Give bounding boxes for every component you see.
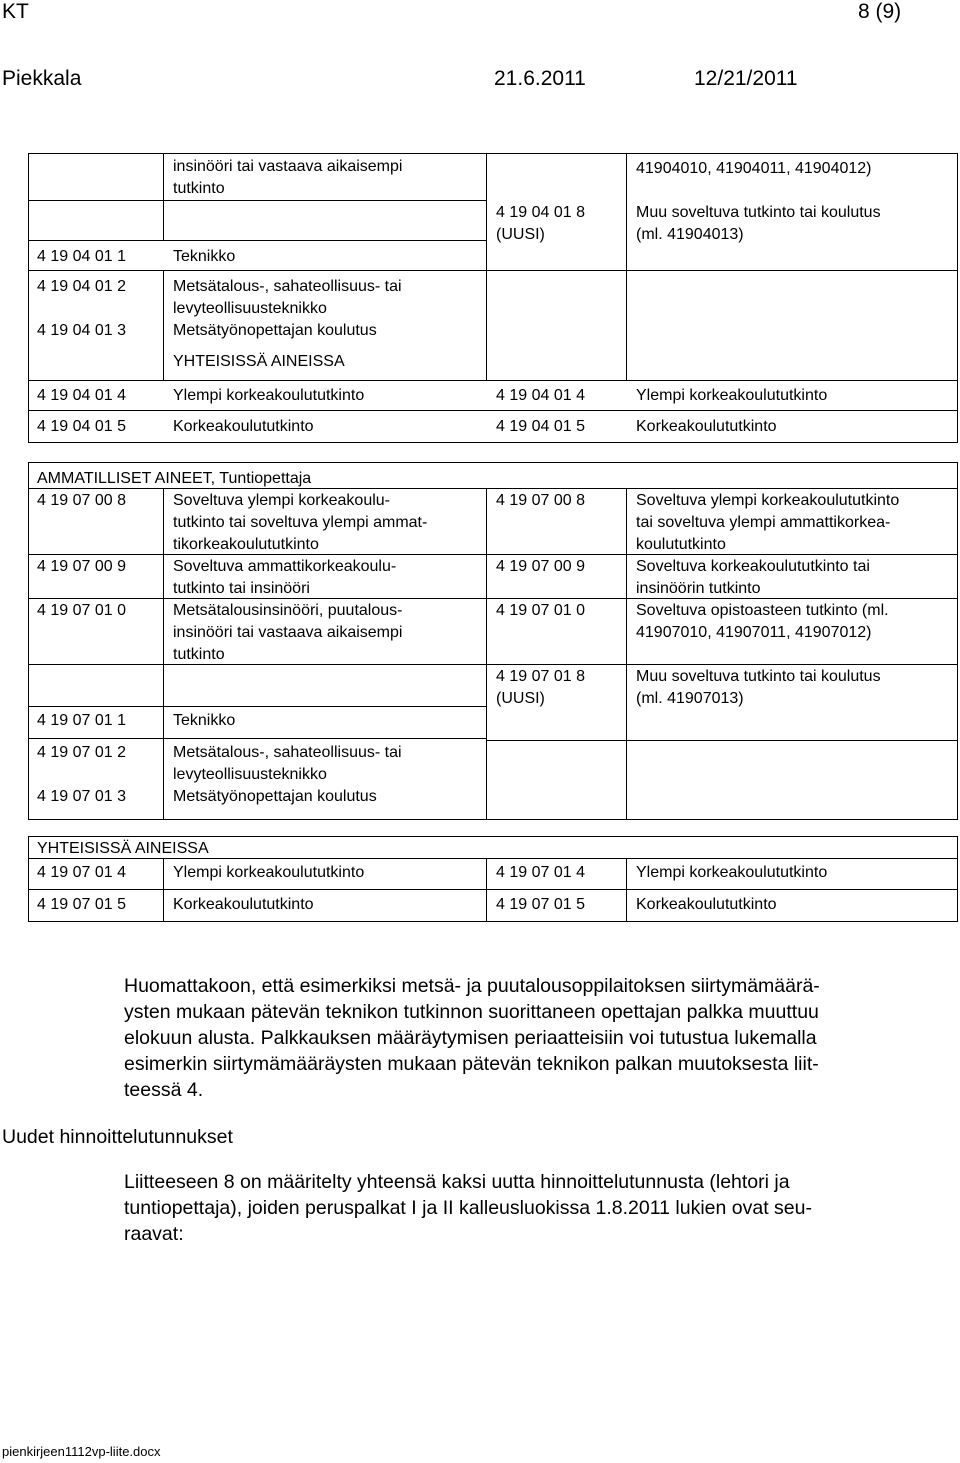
t1-row3-text: Metsätyönopettajan koulutus	[173, 322, 377, 339]
t2-l0-text-l1: Soveltuva ylempi korkeakoulu-	[173, 492, 390, 509]
t2-r3-code: 4 19 07 01 8	[496, 668, 585, 685]
t2-l0-text-l2: tutkinto tai soveltuva ylempi ammat-	[173, 514, 428, 531]
t1-row1-code: 4 19 04 01 1	[37, 248, 126, 265]
header-author: Piekkala	[2, 67, 82, 90]
t1-row0-text-l2: tutkinto	[173, 180, 225, 197]
t1-row0-text-l1: insinööri tai vastaava aikaisempi	[173, 158, 403, 175]
t3-r1-code-l: 4 19 07 01 5	[37, 896, 126, 913]
t1-c0-code-r: 4 19 04 01 4	[496, 387, 585, 404]
t3-r0-code-r: 4 19 07 01 4	[496, 864, 585, 881]
t2-l1-code: 4 19 07 00 9	[37, 558, 126, 575]
t1-r-row0-text: 41904010, 41904011, 41904012)	[636, 160, 872, 177]
t1-c1-code-r: 4 19 04 01 5	[496, 418, 585, 435]
t2-r2-text-l1: Soveltuva opistoasteen tutkinto (ml.	[636, 602, 889, 619]
paragraph-1-line-2: ysten mukaan pätevän teknikon tutkinnon suorittaneen opettajan palkka muuttuu	[124, 1001, 819, 1023]
paragraph-2-line-3: raavat:	[124, 1223, 184, 1245]
t1-row2-text-l1: Metsätalous-, sahateollisuus- tai	[173, 278, 402, 295]
t1-r-row1-code-tag: (UUSI)	[496, 226, 545, 243]
t2-r1-text-l1: Soveltuva korkeakoulututkinto tai	[636, 558, 870, 575]
t2-l5-code: 4 19 07 01 3	[37, 788, 126, 805]
t1-c1-code-l: 4 19 04 01 5	[37, 418, 126, 435]
t2-r0-text-l3: koulututkinto	[636, 536, 726, 553]
t2-r1-code: 4 19 07 00 9	[496, 558, 585, 575]
header-print-date: 12/21/2011	[694, 67, 798, 90]
t2-r2-code: 4 19 07 01 0	[496, 602, 585, 619]
t2-r1-text-l2: insinöörin tutkinto	[636, 580, 761, 597]
t2-r3-text-l2: (ml. 41907013)	[636, 690, 744, 707]
t2-l4-text-l2: levyteollisuusteknikko	[173, 766, 327, 783]
t2-r3-code-tag: (UUSI)	[496, 690, 545, 707]
paragraph-2-line-1: Liitteeseen 8 on määritelty yhteensä kaksi uutta hinnoittelutunnusta (lehtori ja	[124, 1171, 790, 1193]
t2-l0-code: 4 19 07 00 8	[37, 492, 126, 509]
t1-common-heading: YHTEISISSÄ AINEISSA	[173, 353, 345, 370]
t2-l2-text-l1: Metsätalousinsinööri, puutalous-	[173, 602, 403, 619]
paragraph-1-line-1: Huomattakoon, että esimerkiksi metsä- ja puutalousoppilaitoksen siirtymämäärä-	[124, 975, 820, 997]
footer-filename: pienkirjeen1112vp-liite.docx	[2, 1444, 161, 1459]
t1-c0-text-l: Ylempi korkeakoulututkinto	[173, 387, 365, 404]
paragraph-1-line-3: elokuun alusta. Palkkauksen määräytymisen periaatteisiin voi tutustua lukemalla	[124, 1027, 817, 1049]
t2-r2-text-l2: 41907010, 41907011, 41907012)	[636, 624, 872, 641]
t2-l3-text: Teknikko	[173, 712, 236, 729]
t2-l1-text-l2: tutkinto tai insinööri	[173, 580, 310, 597]
paragraph-1-line-5: teessä 4.	[124, 1079, 204, 1101]
t3-r0-code-l: 4 19 07 01 4	[37, 864, 126, 881]
t2-l2-text-l3: tutkinto	[173, 646, 225, 663]
t2-r0-code: 4 19 07 00 8	[496, 492, 585, 509]
paragraph-2-line-2: tuntiopettaja), joiden peruspalkat I ja II kalleusluokissa 1.8.2011 lukien ovat seu-	[124, 1197, 812, 1219]
t3-r0-text-l: Ylempi korkeakoulututkinto	[173, 864, 365, 881]
header-page-number: 8 (9)	[858, 0, 902, 23]
t1-c1-text-l: Korkeakoulututkinto	[173, 418, 314, 435]
t2-l2-text-l2: insinööri tai vastaava aikaisempi	[173, 624, 403, 641]
section-heading: Uudet hinnoittelutunnukset	[2, 1126, 233, 1148]
t2-l1-text-l1: Soveltuva ammattikorkeakoulu-	[173, 558, 397, 575]
t1-row2-code: 4 19 04 01 2	[37, 278, 126, 295]
header-doc-code: KT	[2, 0, 29, 23]
t1-row1-text: Teknikko	[173, 248, 236, 265]
t3-r1-text-l: Korkeakoulututkinto	[173, 896, 314, 913]
t1-r-row1-text-l1: Muu soveltuva tutkinto tai koulutus	[636, 204, 881, 221]
t2-title: AMMATILLISET AINEET, Tuntiopettaja	[37, 470, 312, 487]
t3-r1-text-r: Korkeakoulututkinto	[636, 896, 777, 913]
t3-title: YHTEISISSÄ AINEISSA	[37, 840, 209, 857]
t2-l2-code: 4 19 07 01 0	[37, 602, 126, 619]
t2-l5-text: Metsätyönopettajan koulutus	[173, 788, 377, 805]
t1-c1-text-r: Korkeakoulututkinto	[636, 418, 777, 435]
t1-c0-code-l: 4 19 04 01 4	[37, 387, 126, 404]
t1-row3-code: 4 19 04 01 3	[37, 322, 126, 339]
t2-r3-text-l1: Muu soveltuva tutkinto tai koulutus	[636, 668, 881, 685]
t1-r-row1-text-l2: (ml. 41904013)	[636, 226, 744, 243]
paragraph-1-line-4: esimerkin siirtymämääräysten mukaan pätevän teknikon palkan muutoksesta liit-	[124, 1053, 819, 1075]
t2-r0-text-l2: tai soveltuva ylempi ammattikorkea-	[636, 514, 891, 531]
t1-c0-text-r: Ylempi korkeakoulututkinto	[636, 387, 828, 404]
t3-r1-code-r: 4 19 07 01 5	[496, 896, 585, 913]
t2-l3-code: 4 19 07 01 1	[37, 712, 126, 729]
header-date: 21.6.2011	[494, 67, 586, 90]
t2-l0-text-l3: tikorkeakoulututkinto	[173, 536, 319, 553]
t2-r0-text-l1: Soveltuva ylempi korkeakoulututkinto	[636, 492, 900, 509]
t1-row2-text-l2: levyteollisuusteknikko	[173, 300, 327, 317]
t2-l4-code: 4 19 07 01 2	[37, 744, 126, 761]
t3-r0-text-r: Ylempi korkeakoulututkinto	[636, 864, 828, 881]
t2-l4-text-l1: Metsätalous-, sahateollisuus- tai	[173, 744, 402, 761]
t1-r-row1-code: 4 19 04 01 8	[496, 204, 585, 221]
